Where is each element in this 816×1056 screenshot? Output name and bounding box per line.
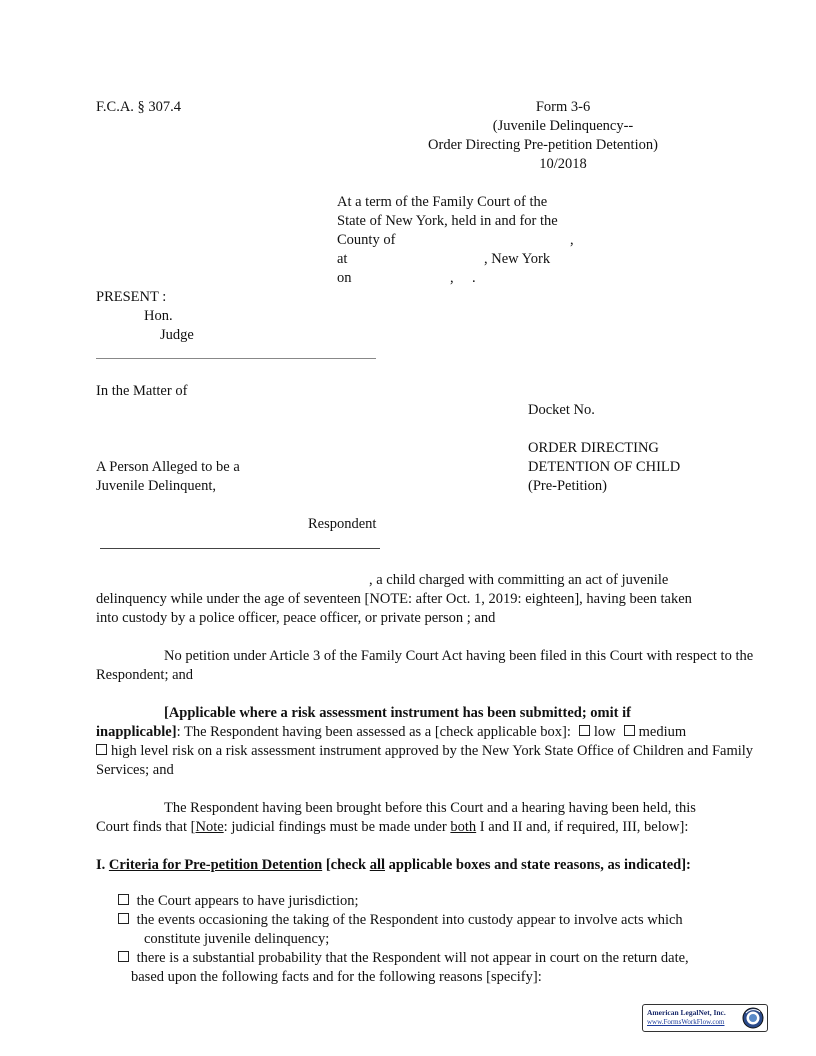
form-subtitle-2: Order Directing Pre-petition Detention) [428, 137, 658, 153]
section-1-title: Criteria for Pre-petition Detention [108, 857, 323, 873]
low-option-label: low [593, 724, 616, 740]
docket-label: Docket No. [528, 402, 595, 418]
hon-label: Hon. [144, 308, 173, 324]
county-comma: , [570, 232, 574, 248]
p2-paragraph: No petition under Article 3 of the Family Court Act having been filed in this Court with respect to the Respondent; and [96, 648, 754, 683]
p3-text-2: high level risk on a risk assessment instrument approved by the New York State Office of Children and Family Services; and [96, 743, 754, 778]
p1-line-2: delinquency while under the age of seventeen [NOTE: after Oct. 1, 2019: eighteen], having been taken [96, 591, 692, 607]
form-date: 10/2018 [539, 156, 587, 172]
p3-bold-inapplicable: inapplicable] [96, 724, 177, 740]
criteria-item-appearance [116, 949, 689, 968]
order-title-2: DETENTION OF CHILD [528, 459, 681, 475]
medium-checkbox[interactable] [624, 725, 635, 736]
section-1-instr-b: applicable boxes and state reasons, as indicated]: [385, 857, 691, 873]
p3-text-1: : The Respondent having been assessed as a [check applicable box]: [176, 724, 571, 740]
p4-both: both [450, 819, 477, 835]
events-text-2: constitute juvenile delinquency; [144, 931, 330, 947]
jurisdiction-text: the Court appears to have jurisdiction; [136, 893, 359, 909]
at-suffix: , New York [484, 251, 551, 267]
p4-line-1: The Respondent having been brought before this Court and a hearing having been held, this [164, 800, 696, 816]
criteria-item-jurisdiction [116, 892, 359, 911]
medium-option-label: medium [638, 724, 687, 740]
caption-divider [100, 548, 380, 549]
order-title-1: ORDER DIRECTING [528, 440, 659, 456]
at-label: at [337, 251, 348, 267]
section-1-heading [96, 856, 691, 875]
respondent-label: Respondent [308, 516, 377, 532]
statute-citation: F.C.A. § 307.4 [96, 99, 182, 115]
p1-line-3: into custody by a police officer, peace officer, or private person ; and [96, 610, 496, 626]
high-checkbox[interactable] [96, 744, 107, 755]
county-label: County of [337, 232, 396, 248]
p3-bold-line-1: [Applicable where a risk assessment instrument has been submitted; omit if [164, 705, 631, 721]
p4-line-2 [96, 818, 688, 837]
appearance-text-1: there is a substantial probability that the Respondent will not appear in court on the return date, [136, 950, 689, 966]
section-1-instr-a: [check [322, 857, 370, 873]
on-comma: , [450, 270, 454, 286]
form-number: Form 3-6 [535, 99, 591, 115]
appearance-checkbox[interactable] [118, 951, 129, 962]
order-title-3: (Pre-Petition) [528, 478, 607, 494]
p1-line-1: , a child charged with committing an act of juvenile [369, 572, 669, 588]
court-term-line-2: State of New York, held in and for the [337, 213, 558, 229]
events-text-1: the events occasioning the taking of the Respondent into custody appear to involve acts which [136, 912, 683, 928]
p4-text-a: Court finds that [ [96, 819, 196, 835]
alleged-line-1: A Person Alleged to be a [96, 459, 240, 475]
events-checkbox[interactable] [118, 913, 129, 924]
logo-company-name: American LegalNet, Inc. [647, 1008, 726, 1017]
p3-rest [96, 742, 786, 780]
criteria-item-events [116, 911, 683, 930]
judge-label: Judge [160, 327, 194, 343]
globe-icon [742, 1007, 764, 1029]
section-1-instr-all: all [369, 857, 386, 873]
american-legalnet-logo[interactable] [642, 1004, 768, 1032]
court-term-line-1: At a term of the Family Court of the [337, 194, 548, 210]
present-divider [96, 358, 376, 359]
jurisdiction-checkbox[interactable] [118, 894, 129, 905]
form-subtitle-1: (Juvenile Delinquency-- [492, 118, 634, 134]
on-label: on [337, 270, 352, 286]
matter-label: In the Matter of [96, 383, 188, 399]
on-period: . [472, 270, 476, 286]
logo-website-link[interactable]: www.FormsWorkFlow.com [647, 1018, 725, 1026]
p4-text-b: : judicial findings must be made under [223, 819, 451, 835]
p4-note: Note [195, 819, 224, 835]
present-label: PRESENT : [96, 289, 167, 305]
section-1-number: I. [96, 857, 109, 873]
p4-text-c: I and II and, if required, III, below]: [476, 819, 689, 835]
p3-line-2 [96, 723, 686, 742]
alleged-line-2: Juvenile Delinquent, [96, 478, 217, 494]
low-checkbox[interactable] [579, 725, 590, 736]
appearance-text-2: based upon the following facts and for the following reasons [specify]: [131, 969, 542, 985]
